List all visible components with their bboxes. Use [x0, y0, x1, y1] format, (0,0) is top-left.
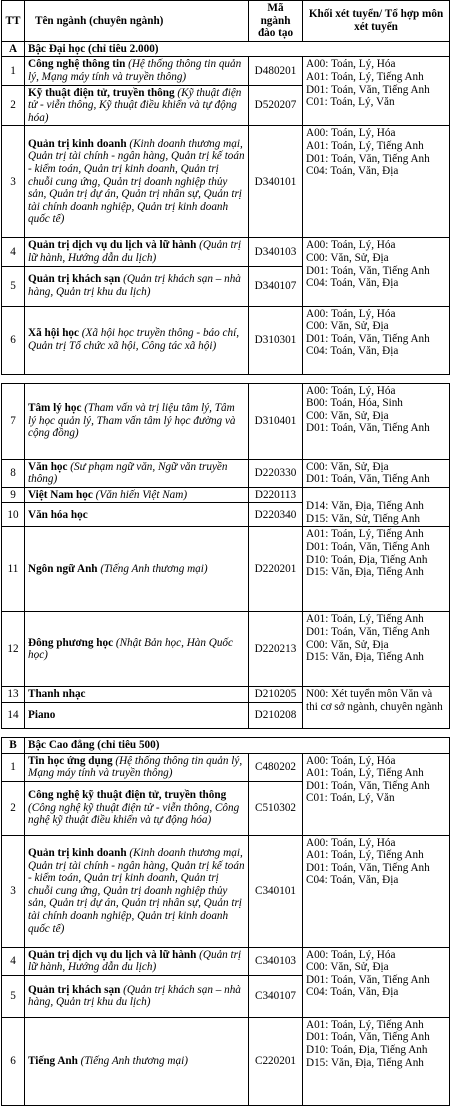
- combination-line: C01: Toán, Lý, Văn: [306, 96, 395, 109]
- header-tt: TT: [2, 1, 25, 42]
- row-code: D310301: [249, 306, 303, 374]
- combination-line: D01: Toán, Văn, Tiếng Anh: [306, 422, 430, 435]
- row-tt: 4: [2, 238, 25, 266]
- row-tt: 14: [2, 702, 25, 728]
- combination-line: D01: Toán, Văn, Tiếng Anh: [306, 332, 430, 345]
- table-row: [2, 947, 450, 975]
- row-code: D520207: [249, 85, 303, 126]
- major-name: Kỹ thuật điện tử, truyền thông: [28, 86, 175, 99]
- row-code: C510302: [249, 781, 303, 835]
- row-combination: [303, 1017, 450, 1105]
- combination-line: A00: Toán, Lý, Hóa: [306, 58, 396, 71]
- row-combination: [303, 459, 450, 487]
- major-name: Quản trị khách sạn: [28, 983, 121, 996]
- row-major: [25, 687, 249, 703]
- combination-line: A00: Toán, Lý, Hóa: [306, 948, 396, 961]
- row-major: [25, 527, 249, 612]
- combination-line: A00: Toán, Lý, Hóa: [306, 384, 396, 397]
- row-code: D480201: [249, 57, 303, 85]
- major-specialization: (Hệ thống thông tin quản lý, Mạng máy tính và truyền thông): [28, 58, 242, 83]
- table-row: [2, 612, 450, 687]
- combination-line: D10: Toán, Địa, Tiếng Anh: [306, 1044, 428, 1057]
- row-tt: 12: [2, 612, 25, 687]
- combination-line: A01: Toán, Lý, Tiếng Anh: [306, 849, 424, 862]
- major-specialization: (Công nghệ kỹ thuật điện tử - viễn thông, Công nghệ kỹ thuật điều khiển và tự động hóa): [28, 801, 240, 827]
- combination-line: C04: Toán, Văn, Địa: [306, 986, 399, 999]
- combination-line: D01: Toán, Văn, Tiếng Anh: [306, 540, 430, 553]
- combination-line: C04: Toán, Văn, Địa: [306, 345, 399, 358]
- combination-line: B00: Toán, Hóa, Sinh: [306, 397, 403, 410]
- major-specialization: (Kinh doanh thương mại, Quản trị tài chính - ngân hàng, Quản trị kế toán - kiểm toán, Quản trị kinh doanh, Quản trị chuỗi cung ứng, Quản trị doanh nghiệp thủy sản, Quản trị dự án, Quản trị nhân sự, Quản trị tài chính doanh nghiệp, Quản trị kinh doanh quốc tế): [28, 847, 245, 935]
- row-tt: 1: [2, 753, 25, 781]
- major-specialization: (Tiếng Anh thương mại): [97, 563, 208, 576]
- row-combination: [303, 835, 450, 947]
- row-tt: 9: [2, 487, 25, 503]
- table-row: [2, 238, 450, 266]
- major-specialization: (Quản trị khách sạn – nhà hàng, Quản trị khu du lịch): [28, 983, 241, 1009]
- major-name: Piano: [28, 709, 56, 722]
- table-row: [2, 126, 450, 238]
- major-name: Thanh nhạc: [28, 688, 86, 701]
- section-b-title: Bậc Cao đẳng (chỉ tiêu 500): [25, 737, 450, 753]
- major-specialization: (Kỹ thuật điện tử - viễn thông, Kỹ thuật điều khiển và tự động hóa): [28, 86, 242, 124]
- major-name: Xã hội học: [28, 327, 79, 340]
- row-tt: 7: [2, 383, 25, 459]
- row-tt: 5: [2, 266, 25, 306]
- section-b-letter: B: [2, 737, 25, 753]
- major-specialization: (Quản trị khách sạn – nhà hàng, Quản trị khu du lịch): [28, 273, 241, 299]
- row-major: [25, 947, 249, 975]
- row-major: [25, 503, 249, 527]
- major-name: Công nghệ thông tin: [28, 58, 126, 71]
- row-combination: [303, 126, 450, 238]
- row-code: D340103: [249, 238, 303, 266]
- row-code: D220113: [249, 487, 303, 503]
- row-major: [25, 383, 249, 459]
- combination-line: D01: Toán, Văn, Tiếng Anh: [306, 1031, 430, 1044]
- row-tt: 2: [2, 781, 25, 835]
- row-tt: 8: [2, 459, 25, 487]
- combination-line: D14: Văn, Địa, Tiếng Anh: [306, 500, 424, 513]
- major-specialization: (Quản trị lữ hành, Hướng dẫn du lịch): [28, 948, 242, 974]
- combination-line: A01: Toán, Lý, Tiếng Anh: [306, 613, 424, 626]
- row-code: D210205: [249, 687, 303, 703]
- combination-line: C04: Toán, Văn, Địa: [306, 874, 399, 887]
- section-a-letter: A: [2, 41, 25, 57]
- row-major: [25, 126, 249, 238]
- table-row: [2, 835, 450, 947]
- combination-line: D15: Văn, Địa, Tiếng Anh: [306, 651, 424, 664]
- table-row: [2, 383, 450, 459]
- row-tt: 4: [2, 947, 25, 975]
- row-major: [25, 85, 249, 126]
- table-row: [2, 306, 450, 374]
- row-combination: [303, 487, 450, 527]
- header-name: Tên ngành (chuyên ngành): [25, 1, 249, 42]
- row-combination: [303, 612, 450, 687]
- combination-line: A00: Toán, Lý, Hóa: [306, 239, 396, 252]
- section-a-row: [2, 41, 450, 57]
- combination-line: C00: Văn, Sử, Địa: [306, 961, 389, 974]
- row-combination: [303, 947, 450, 1017]
- table-row: [2, 527, 450, 612]
- admission-table-college: [1, 737, 450, 1106]
- combination-line: D01: Toán, Văn, Tiếng Anh: [306, 625, 430, 638]
- combination-line: C04: Toán, Văn, Địa: [306, 165, 399, 178]
- row-code: C340103: [249, 947, 303, 975]
- major-name: Văn hóa học: [28, 508, 88, 521]
- row-code: C340101: [249, 835, 303, 947]
- combination-line: C04: Toán, Văn, Địa: [306, 277, 399, 290]
- row-tt: 3: [2, 835, 25, 947]
- admission-table-university: [1, 0, 450, 375]
- row-code: D310401: [249, 383, 303, 459]
- major-name: Quản trị dịch vụ du lịch và lữ hành: [28, 948, 197, 961]
- combination-line: D01: Toán, Văn, Tiếng Anh: [306, 83, 430, 96]
- row-tt: 10: [2, 503, 25, 527]
- combination-line: A01: Toán, Lý, Tiếng Anh: [306, 70, 424, 83]
- combination-line: D15: Văn, Sử, Tiếng Anh: [306, 512, 421, 525]
- row-code: D220330: [249, 459, 303, 487]
- combination-line: D01: Toán, Văn, Tiếng Anh: [306, 473, 430, 486]
- combination-line: A01: Toán, Lý, Tiếng Anh: [306, 528, 424, 541]
- row-combination: [303, 527, 450, 612]
- combination-line: A01: Toán, Lý, Tiếng Anh: [306, 767, 424, 780]
- combination-line: D15: Văn, Địa, Tiếng Anh: [306, 1056, 424, 1069]
- table-row: [2, 459, 450, 487]
- row-tt: 11: [2, 527, 25, 612]
- row-code: D340107: [249, 266, 303, 306]
- combination-line: C00: Văn, Sử, Địa: [306, 638, 389, 651]
- combination-line: A01: Toán, Lý, Tiếng Anh: [306, 1018, 424, 1031]
- row-tt: 13: [2, 687, 25, 703]
- major-specialization: (Quản trị lữ hành, Hướng dẫn du lịch): [28, 239, 242, 264]
- major-name: Quản trị kinh doanh: [28, 137, 127, 150]
- major-name: Tâm lý học: [28, 402, 82, 415]
- row-major: [25, 459, 249, 487]
- row-major: [25, 57, 249, 85]
- row-major: [25, 702, 249, 728]
- major-name: Công nghệ kỹ thuật điện tử, truyền thông: [28, 789, 227, 802]
- row-major: [25, 781, 249, 835]
- table-row: [2, 487, 450, 503]
- combination-line: D01: Toán, Văn, Tiếng Anh: [306, 264, 430, 277]
- table-row: [2, 753, 450, 781]
- combination-line: A00: Toán, Lý, Hóa: [306, 307, 396, 320]
- major-specialization: (Văn hiến Việt Nam): [92, 488, 188, 501]
- major-specialization: (Nhật Bản học, Hàn Quốc học): [28, 636, 233, 662]
- row-code: D210208: [249, 702, 303, 728]
- row-code: D340101: [249, 126, 303, 238]
- row-code: D220201: [249, 527, 303, 612]
- table-gap: [0, 375, 450, 383]
- table-row: [2, 57, 450, 85]
- row-combination: [303, 753, 450, 835]
- combination-line: A00: Toán, Lý, Hóa: [306, 836, 396, 849]
- header-combination: Khối xét tuyển/ Tổ hợp môn xét tuyển: [303, 1, 450, 42]
- combination-line: A00: Toán, Lý, Hóa: [306, 127, 396, 140]
- row-tt: 3: [2, 126, 25, 238]
- major-name: Ngôn ngữ Anh: [28, 563, 98, 576]
- major-specialization: (Hệ thống thông tin quản lý, Mạng máy tính và truyền thông): [28, 754, 243, 780]
- combination-line: C00: Văn, Sử, Địa: [306, 409, 389, 422]
- combination-line: C00: Văn, Sử, Địa: [306, 320, 389, 333]
- admission-table-university-continued: [1, 383, 450, 729]
- major-specialization: (Sư phạm ngữ văn, Ngữ văn truyền thông): [28, 460, 228, 486]
- table-row: [2, 1017, 450, 1105]
- row-major: [25, 835, 249, 947]
- combination-line: C00: Văn, Sử, Địa: [306, 251, 389, 264]
- combination-line: C01: Toán, Lý, Văn: [306, 792, 395, 805]
- combination-line: D01: Toán, Văn, Tiếng Anh: [306, 152, 430, 165]
- combination-line: D15: Văn, Địa, Tiếng Anh: [306, 566, 424, 579]
- combination-line: D01: Toán, Văn, Tiếng Anh: [306, 779, 430, 792]
- combination-line: D01: Toán, Văn, Tiếng Anh: [306, 973, 430, 986]
- table-row: [2, 687, 450, 703]
- row-major: [25, 238, 249, 266]
- row-combination: [303, 238, 450, 306]
- major-name: Văn học: [28, 460, 68, 473]
- row-combination: [303, 306, 450, 374]
- major-name: Quản trị dịch vụ du lịch và lữ hành: [28, 239, 197, 252]
- row-tt: 6: [2, 1017, 25, 1105]
- major-name: Tiếng Anh: [28, 1055, 78, 1068]
- header-row: [2, 1, 450, 42]
- combination-line: D10: Toán, Địa, Tiếng Anh: [306, 553, 428, 566]
- major-specialization: (Tiếng Anh thương mại): [77, 1055, 188, 1068]
- row-major: [25, 1017, 249, 1105]
- row-code: C340107: [249, 975, 303, 1017]
- row-combination: [303, 383, 450, 459]
- row-major: [25, 975, 249, 1017]
- header-code: Mã ngành đào tạo: [249, 1, 303, 42]
- row-major: [25, 487, 249, 503]
- combination-line: C00: Văn, Sử, Địa: [306, 460, 389, 473]
- row-major: [25, 266, 249, 306]
- row-tt: 1: [2, 57, 25, 85]
- row-code: D220213: [249, 612, 303, 687]
- major-name: Việt Nam học: [28, 488, 93, 501]
- combination-line: D01: Toán, Văn, Tiếng Anh: [306, 861, 430, 874]
- row-major: [25, 306, 249, 374]
- row-code: D220340: [249, 503, 303, 527]
- row-combination: [303, 687, 450, 729]
- row-tt: 6: [2, 306, 25, 374]
- major-name: Đông phương học: [28, 636, 114, 649]
- table-gap: [0, 729, 450, 737]
- row-code: C480202: [249, 753, 303, 781]
- row-combination: [303, 57, 450, 126]
- combination-line: A00: Toán, Lý, Hóa: [306, 754, 396, 767]
- section-b-row: [2, 737, 450, 753]
- major-name: Quản trị kinh doanh: [28, 847, 127, 860]
- row-tt: 5: [2, 975, 25, 1017]
- combination-line: N00: Xét tuyển môn Văn và thi cơ sở ngành, chuyên ngành: [306, 688, 443, 713]
- row-tt: 2: [2, 85, 25, 126]
- row-major: [25, 753, 249, 781]
- major-specialization: (Tham vấn và trị liệu tâm lý, Tâm lý học quản lý, Tham vấn tâm lý học đường và cộng đồng): [28, 402, 236, 440]
- row-major: [25, 612, 249, 687]
- major-name: Tin học ứng dụng: [28, 754, 113, 767]
- major-name: Quản trị khách sạn: [28, 273, 121, 286]
- major-specialization: (Kinh doanh thương mại, Quản trị tài chính - ngân hàng, Quản trị kế toán - kiểm toán, Quản trị kinh doanh, Quản trị chuỗi cung ứng, Quản trị doanh nghiệp thủy sản, Quản trị dự án, Quản trị nhân sự, Quản trị tài chính doanh nghiệp, Quản trị kinh doanh quốc tế): [28, 137, 245, 226]
- section-a-title: Bậc Đại học (chỉ tiêu 2.000): [25, 41, 450, 57]
- major-specialization: (Xã hội học truyền thông - báo chí, Quản trị Tổ chức xã hội, Công tác xã hội): [28, 327, 239, 353]
- row-code: C220201: [249, 1017, 303, 1105]
- combination-line: A01: Toán, Lý, Tiếng Anh: [306, 139, 424, 152]
